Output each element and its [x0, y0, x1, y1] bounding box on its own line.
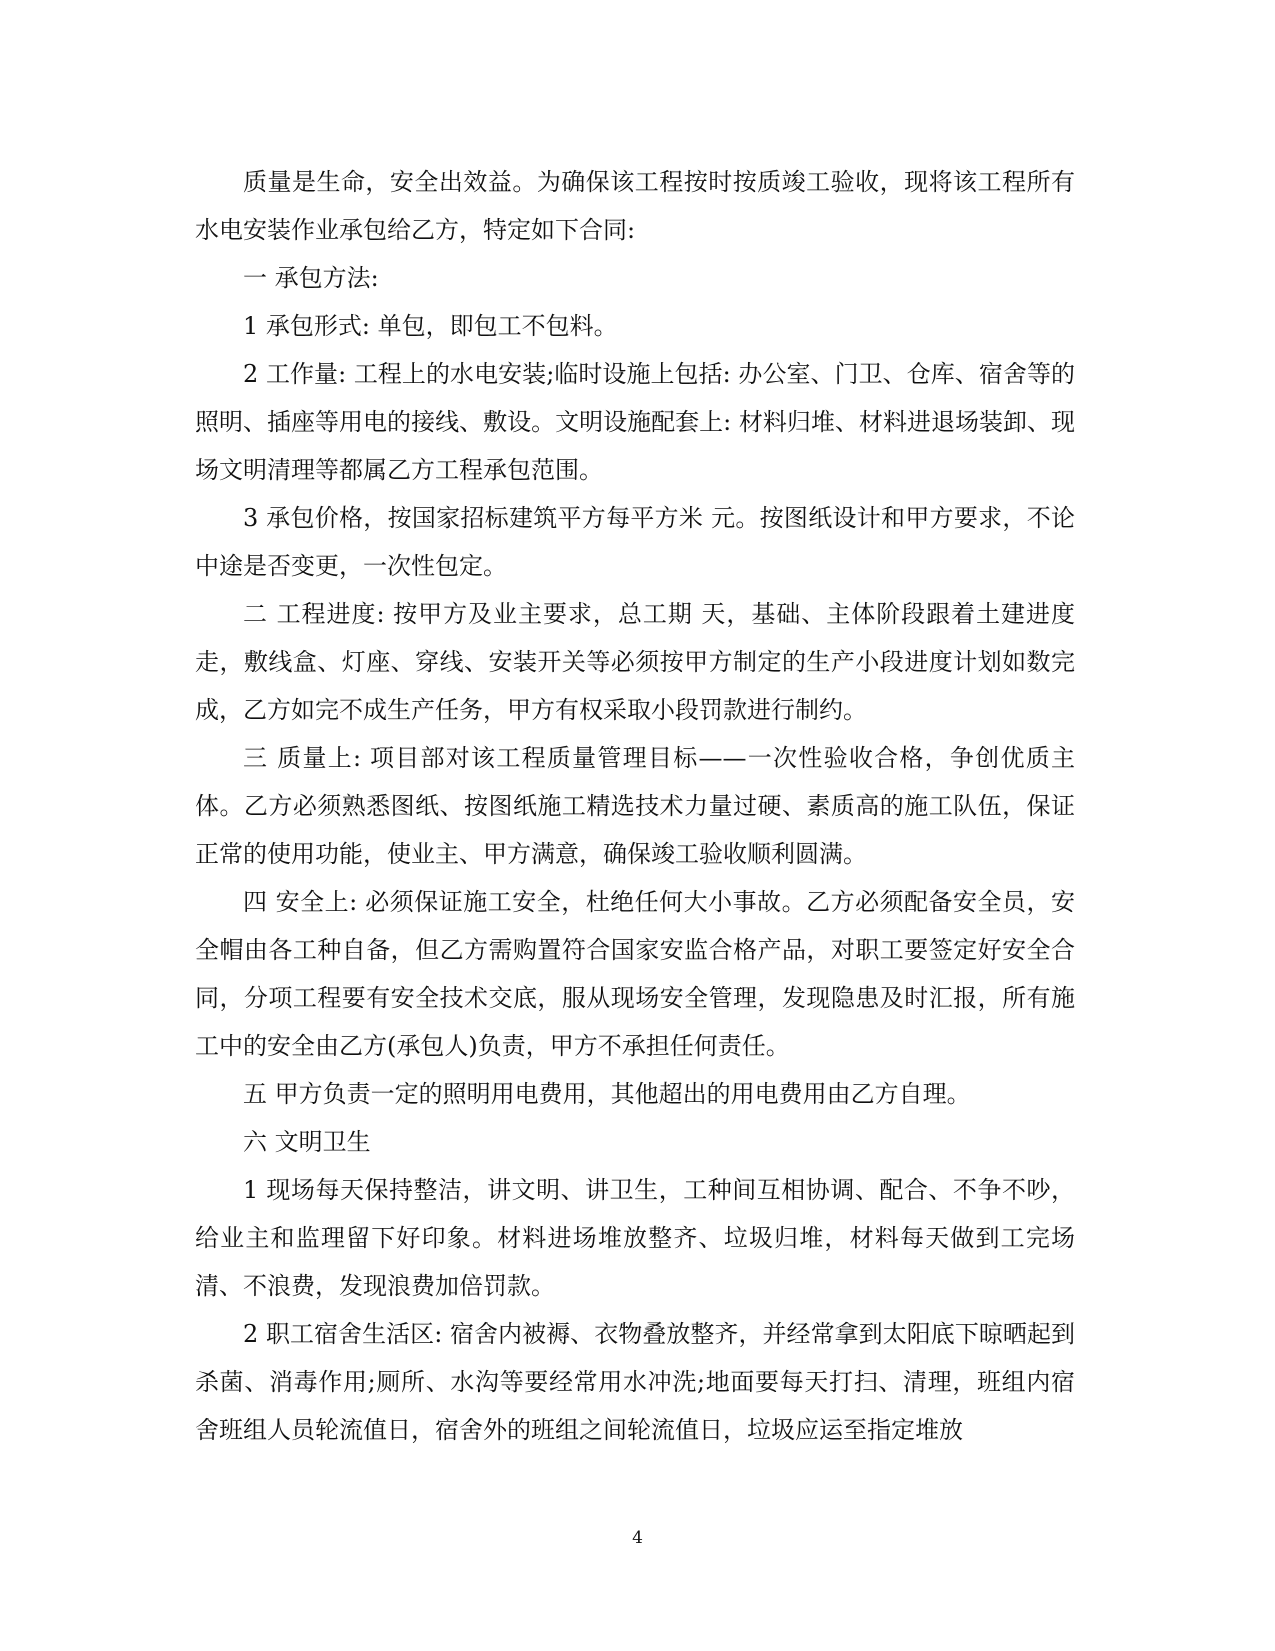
paragraph-contract-price: 3 承包价格，按国家招标建筑平方每平方米 元。按图纸设计和甲方要求，不论中途是否变更，一次性包定。 [195, 504, 1075, 580]
paragraph-site-hygiene: 1 现场每天保持整洁，讲文明、讲卫生，工种间互相协调、配合、不争不吵，给业主和监理留下好印象。材料进场堆放整齐、垃圾归堆，材料每天做到工完场清、不浪费，发现浪费加倍罚款。 [195, 1176, 1075, 1300]
contract-body [195, 158, 1075, 1454]
heading-hygiene: 六 文明卫生 [243, 1128, 371, 1156]
paragraph-workload: 2 工作量: 工程上的水电安装;临时设施上包括: 办公室、门卫、仓库、宿舍等的照明、插座等用电的接线、敷设。文明设施配套上: 材料归堆、材料进退场装卸、现场文明清理等都属乙方工程承包范围。 [195, 360, 1075, 484]
paragraph-dormitory: 2 职工宿舍生活区: 宿舍内被褥、衣物叠放整齐，并经常拿到太阳底下晾晒起到杀菌、消毒作用;厕所、水沟等要经常用水冲洗;地面要每天打扫、清理，班组内宿舍班组人员轮流值日，宿舍外的班组之间轮流值日，垃圾应运至指定堆放 [195, 1320, 1075, 1444]
paragraph-electricity: 五 甲方负责一定的照明用电费用，其他超出的用电费用由乙方自理。 [243, 1080, 971, 1108]
paragraph-quality: 三 质量上: 项目部对该工程质量管理目标——一次性验收合格，争创优质主体。乙方必须熟悉图纸、按图纸施工精选技术力量过硬、素质高的施工队伍，保证正常的使用功能，使业主、甲方满意，确保竣工验收顺利圆满。 [195, 744, 1075, 868]
paragraph-intro: 质量是生命，安全出效益。为确保该工程按时按质竣工验收，现将该工程所有水电安装作业承包给乙方，特定如下合同: [195, 168, 1075, 244]
paragraph-contract-form: 1 承包形式: 单包，即包工不包料。 [243, 312, 618, 340]
heading-contract-method: 一 承包方法: [243, 264, 379, 292]
paragraph-safety: 四 安全上: 必须保证施工安全，杜绝任何大小事故。乙方必须配备安全员，安全帽由各工种自备，但乙方需购置符合国家安监合格产品，对职工要签定好安全合同，分项工程要有安全技术交底，服从现场安全管理，发现隐患及时汇报，所有施工中的安全由乙方(承包人)负责，甲方不承担任何责任。 [195, 888, 1075, 1060]
page-number: 4 [632, 1528, 643, 1548]
paragraph-schedule: 二 工程进度: 按甲方及业主要求，总工期 天，基础、主体阶段跟着土建进度走，敷线盒、灯座、穿线、安装开关等必须按甲方制定的生产小段进度计划如数完成，乙方如完不成生产任务，甲方有权采取小段罚款进行制约。 [195, 600, 1075, 724]
